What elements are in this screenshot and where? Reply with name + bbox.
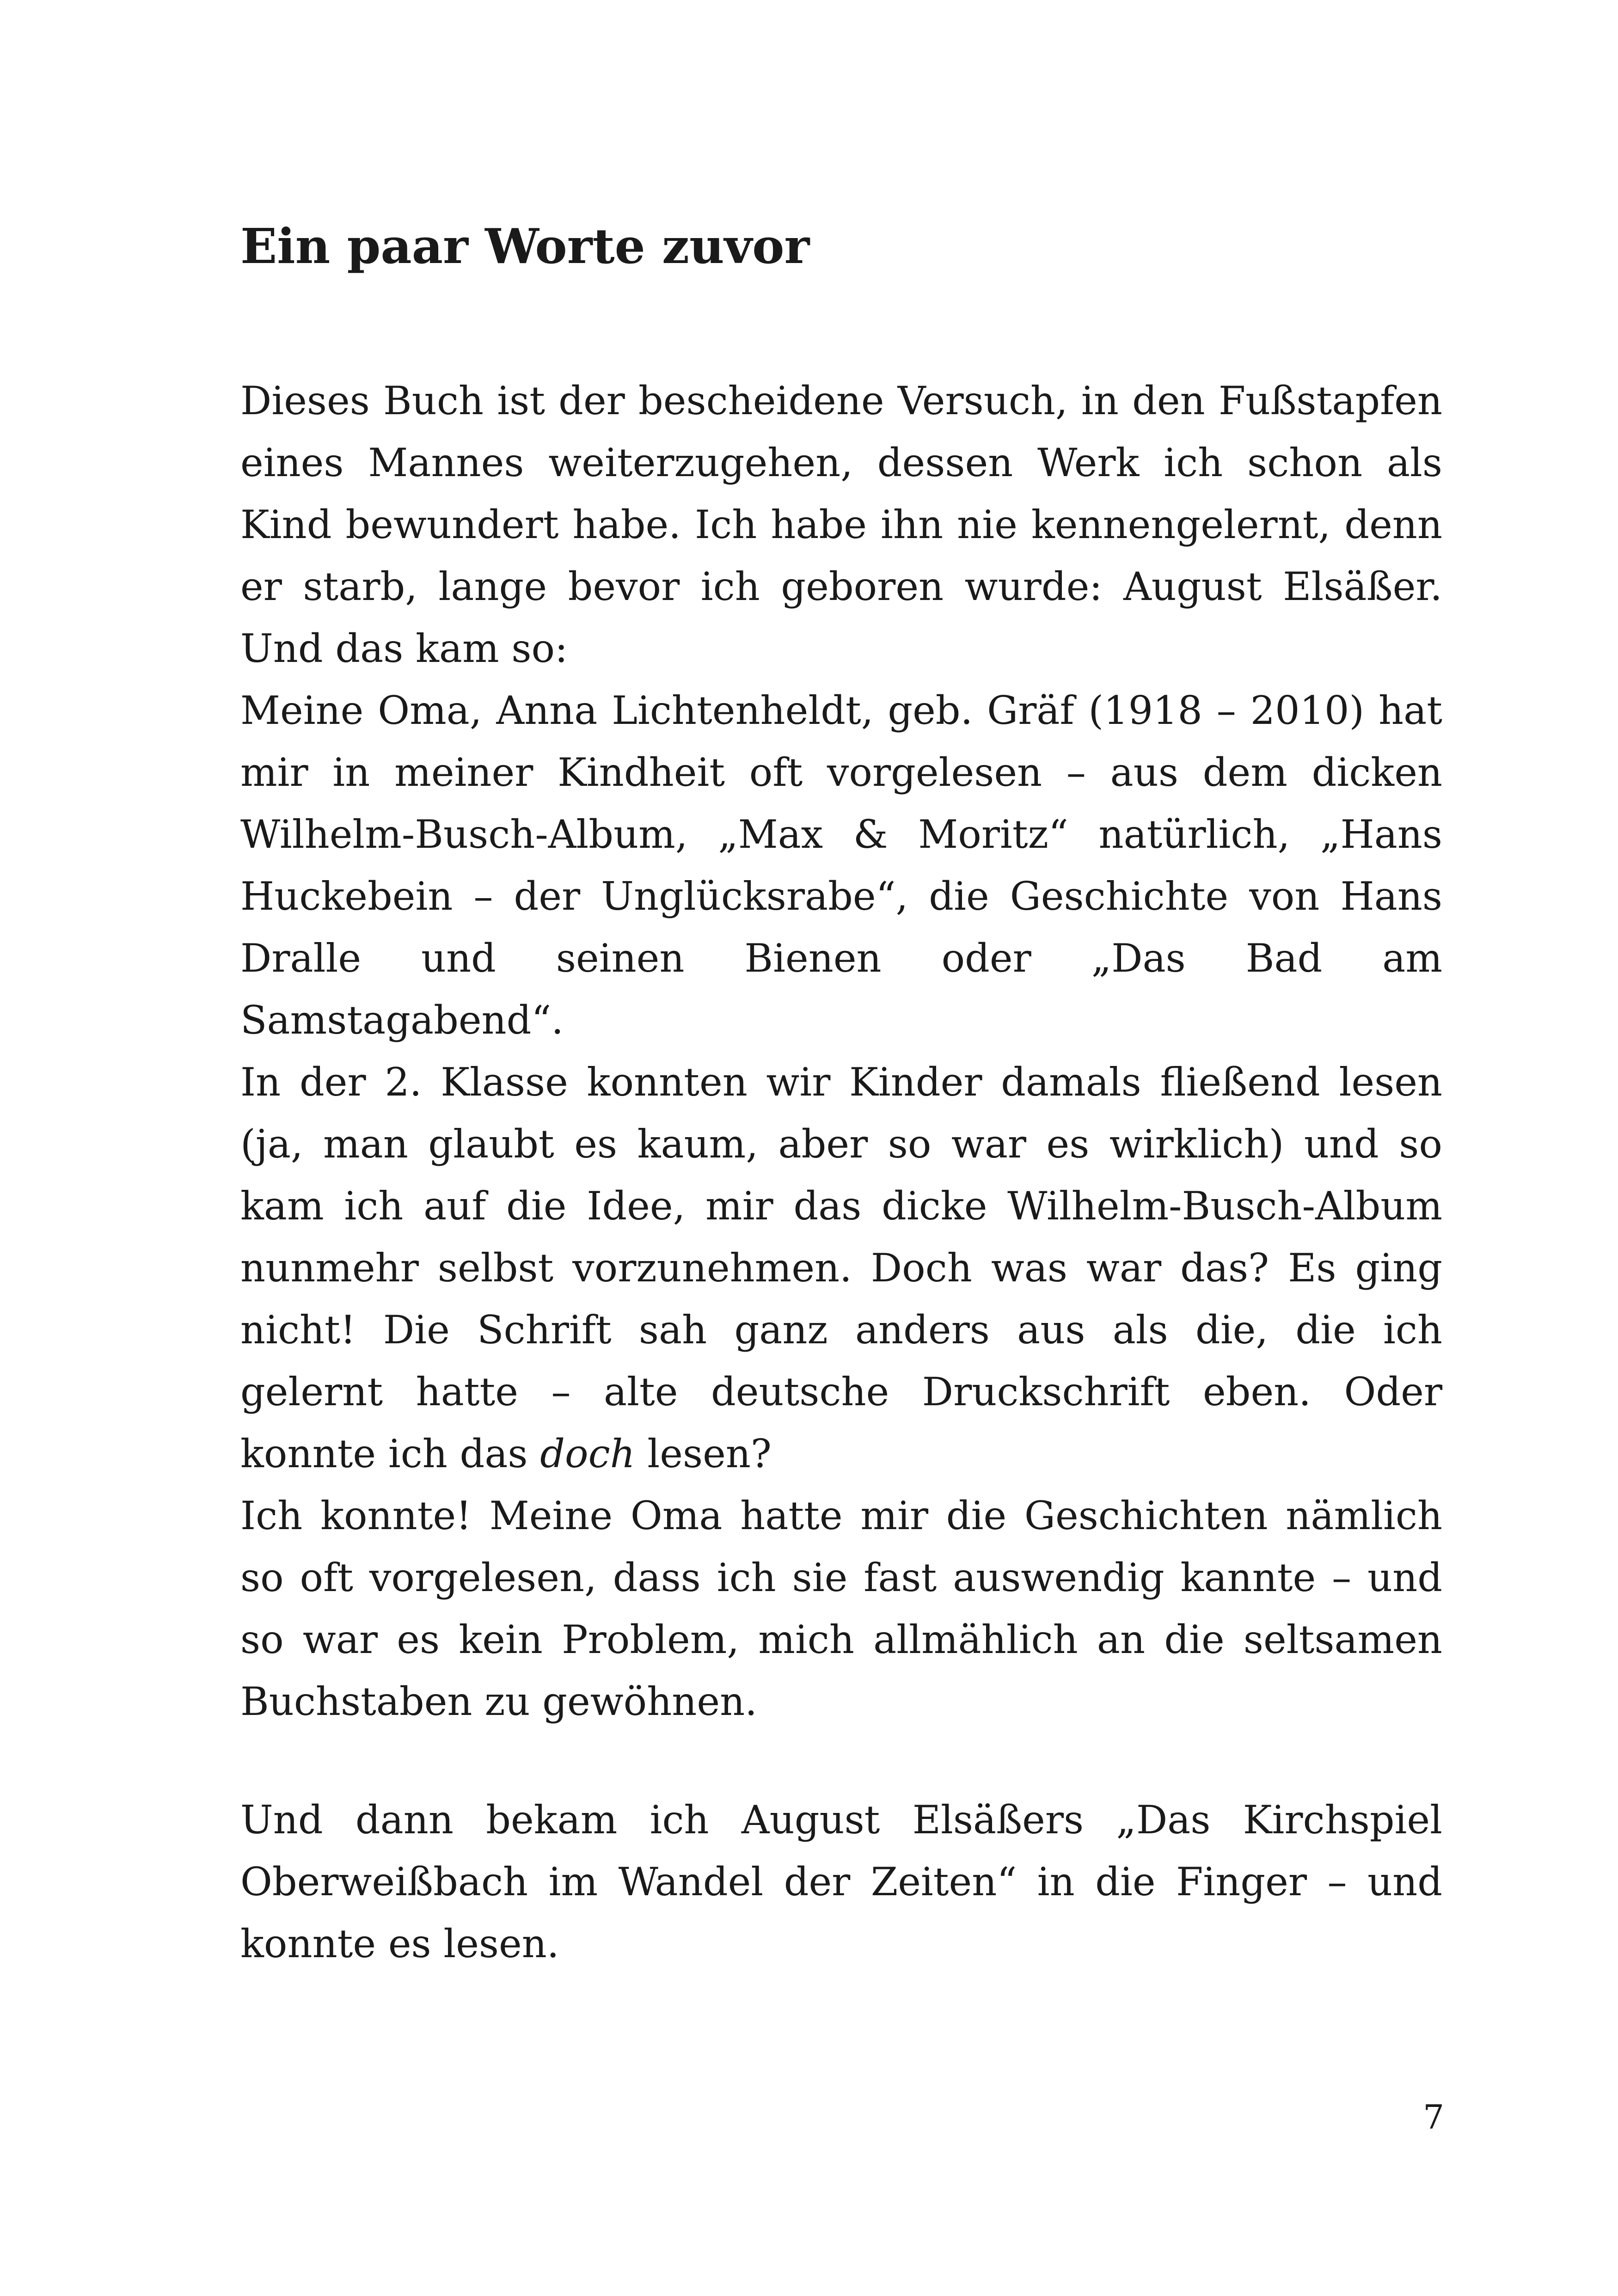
- paragraph-text: In der 2. Klasse konnten wir Kinder damals fließend lesen (ja, man glaubt es kaum, aber so war es wirklich) und so kam ich auf die Idee, mir das dicke Wilhelm-Busch-Album nunmehr selbst vorzunehmen. Doch was war das? Es ging nicht! Die Schrift sah ganz anders aus als die, die ich gelernt hatte – alte deutsche Druckschrift eben. Oder konnte ich das: [240, 1059, 1442, 1476]
- body-text-block: [240, 370, 1442, 1733]
- body-text-block: [240, 1789, 1442, 1975]
- paragraph: [240, 1051, 1442, 1485]
- paragraph: Und dann bekam ich August Elsäßers „Das Kirchspiel Oberweißbach im Wandel der Zeiten“ in die Finger – und konnte es lesen.: [240, 1797, 1442, 1966]
- paragraph: Ich konnte! Meine Oma hatte mir die Geschichten nämlich so oft vorgelesen, dass ich sie fast auswendig kannte – und so war es kein Problem, mich allmählich an die seltsamen Buchstaben zu gewöhnen.: [240, 1493, 1442, 1724]
- italic-word: doch: [540, 1431, 635, 1476]
- paragraph-text: lesen?: [635, 1431, 772, 1476]
- chapter-heading: Ein paar Worte zuvor: [240, 218, 810, 275]
- paragraph: Meine Oma, Anna Lichtenheldt, geb. Gräf (1918 – 2010) hat mir in meiner Kindheit oft vorgelesen – aus dem dicken Wilhelm-Busch-Album, „Max & Moritz“ natürlich, „Hans Huckebein – der Unglücksrabe“, die Geschichte von Hans Dralle und seinen Bienen oder „Das Bad am Samstagabend“.: [240, 688, 1442, 1043]
- page-number: 7: [1423, 2098, 1444, 2137]
- paragraph: Dieses Buch ist der bescheidene Versuch, in den Fußstapfen eines Mannes weiterzugehen, dessen Werk ich schon als Kind bewundert habe. Ich habe ihn nie kennengelernt, denn er starb, lange bevor ich geboren wurde: August Elsäßer. Und das kam so:: [240, 378, 1442, 671]
